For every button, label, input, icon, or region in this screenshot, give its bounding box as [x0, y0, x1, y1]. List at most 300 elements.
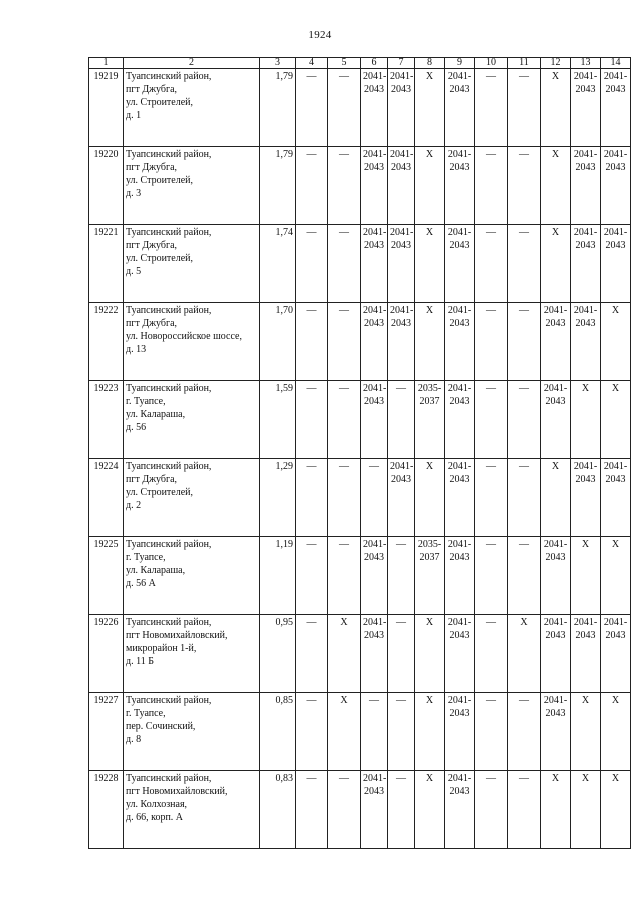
column-9-cell: [445, 147, 475, 225]
column-9-cell: [445, 303, 475, 381]
cell-line: 2041-: [573, 71, 598, 82]
cell-line: —: [486, 149, 496, 160]
cell-line: 2035-: [417, 539, 442, 550]
address-line: д. 5: [126, 266, 142, 277]
address-line: д. 1: [126, 110, 142, 121]
address-line: д. 11 Б: [126, 656, 154, 667]
cell-line: X: [551, 773, 560, 784]
cell-line: 2041-: [390, 305, 414, 316]
column-number-3: 3: [260, 58, 296, 69]
cell-line: 2043: [545, 396, 566, 407]
address-line: Туапсинский район,: [126, 773, 212, 784]
cell-line: X: [425, 773, 434, 784]
column-4-cell: [296, 147, 328, 225]
column-9-cell: [445, 771, 475, 849]
cell-line: —: [486, 227, 496, 238]
cell-line: 2043: [449, 318, 470, 329]
column-14-cell: [601, 225, 631, 303]
column-12-cell: [541, 225, 571, 303]
cell-line: 2043: [545, 630, 566, 641]
column-4-cell: [296, 459, 328, 537]
cell-line: 2041-: [573, 149, 598, 160]
column-10-cell: [475, 147, 508, 225]
column-14-cell: [601, 771, 631, 849]
cell-line: 2043: [605, 162, 626, 173]
address-line: Туапсинский район,: [126, 617, 212, 628]
address-cell: [124, 459, 260, 537]
cell-line: 2041-: [447, 461, 472, 472]
cell-line: 2041-: [543, 617, 568, 628]
cell-line: 2043: [575, 474, 596, 485]
cell-line: —: [396, 773, 406, 784]
cell-line: —: [396, 539, 406, 550]
cell-line: 2043: [364, 162, 384, 173]
address-line: пгт Джубга,: [126, 162, 178, 173]
row-id: 19225: [89, 537, 124, 615]
cell-line: —: [486, 383, 496, 394]
column-8-cell: [415, 303, 445, 381]
column-4-cell: [296, 693, 328, 771]
column-11-cell: [508, 303, 541, 381]
cell-line: —: [306, 383, 317, 394]
cell-line: —: [519, 71, 529, 82]
table-row: [89, 303, 631, 381]
cell-line: 2041-: [390, 149, 414, 160]
column-8-cell: [415, 381, 445, 459]
column-7-cell: [388, 381, 415, 459]
cell-line: 2043: [391, 318, 411, 329]
value-cell: 1,59: [260, 381, 296, 459]
column-number-12: 12: [541, 58, 571, 69]
column-6-cell: [361, 381, 388, 459]
cell-line: 2041-: [363, 71, 387, 82]
column-13-cell: [571, 303, 601, 381]
column-8-cell: [415, 69, 445, 147]
cell-line: —: [519, 305, 529, 316]
cell-line: 2041-: [543, 383, 568, 394]
column-6-cell: [361, 693, 388, 771]
cell-line: X: [611, 539, 620, 550]
column-7-cell: [388, 459, 415, 537]
cell-line: —: [306, 71, 317, 82]
column-11-cell: [508, 69, 541, 147]
column-6-cell: [361, 615, 388, 693]
cell-line: X: [611, 695, 620, 706]
address-cell: [124, 147, 260, 225]
address-line: д. 2: [126, 500, 142, 511]
cell-line: 2041-: [363, 305, 387, 316]
cell-line: —: [339, 461, 349, 472]
cell-line: 2041-: [603, 149, 628, 160]
address-line: Туапсинский район,: [126, 71, 212, 82]
row-id: 19223: [89, 381, 124, 459]
cell-line: 2043: [391, 240, 411, 251]
column-12-cell: [541, 69, 571, 147]
column-10-cell: [475, 303, 508, 381]
column-7-cell: [388, 69, 415, 147]
cell-line: —: [306, 305, 317, 316]
cell-line: 2043: [605, 474, 626, 485]
column-8-cell: [415, 225, 445, 303]
column-number-14: 14: [601, 58, 631, 69]
column-12-cell: [541, 381, 571, 459]
cell-line: X: [340, 695, 348, 706]
column-13-cell: [571, 693, 601, 771]
table-row: [89, 225, 631, 303]
address-line: ул. Строителей,: [126, 97, 194, 108]
cell-line: —: [339, 383, 349, 394]
address-line: ул. Колхозная,: [126, 799, 188, 810]
address-line: Туапсинский район,: [126, 539, 212, 550]
column-5-cell: [328, 771, 361, 849]
address-line: Туапсинский район,: [126, 305, 212, 316]
cell-line: 2043: [545, 552, 566, 563]
column-7-cell: [388, 147, 415, 225]
address-cell: [124, 615, 260, 693]
cell-line: X: [425, 305, 434, 316]
column-9-cell: [445, 537, 475, 615]
cell-line: —: [306, 227, 317, 238]
cell-line: 2043: [364, 630, 384, 641]
column-number-row: [89, 58, 631, 69]
cell-line: 2041-: [447, 773, 472, 784]
column-number-4: 4: [296, 58, 328, 69]
cell-line: 2043: [605, 84, 626, 95]
cell-line: 2041-: [543, 305, 568, 316]
column-12-cell: [541, 303, 571, 381]
column-9-cell: [445, 693, 475, 771]
cell-line: 2041-: [447, 149, 472, 160]
cell-line: 2041-: [573, 461, 598, 472]
column-5-cell: [328, 615, 361, 693]
column-4-cell: [296, 69, 328, 147]
cell-line: 2043: [449, 396, 470, 407]
column-14-cell: [601, 459, 631, 537]
cell-line: —: [306, 539, 317, 550]
column-8-cell: [415, 459, 445, 537]
value-cell: 0,83: [260, 771, 296, 849]
cell-line: 2041-: [363, 617, 387, 628]
cell-line: X: [551, 149, 560, 160]
cell-line: 2041-: [363, 227, 387, 238]
cell-line: 2041-: [447, 227, 472, 238]
column-10-cell: [475, 771, 508, 849]
cell-line: 2037: [419, 552, 440, 563]
cell-line: 2037: [419, 396, 440, 407]
address-cell: [124, 771, 260, 849]
value-cell: 1,70: [260, 303, 296, 381]
column-11-cell: [508, 459, 541, 537]
column-13-cell: [571, 381, 601, 459]
cell-line: 2043: [364, 552, 384, 563]
address-cell: [124, 225, 260, 303]
column-11-cell: [508, 615, 541, 693]
cell-line: X: [551, 227, 560, 238]
column-12-cell: [541, 459, 571, 537]
cell-line: 2043: [575, 318, 596, 329]
cell-line: 2041-: [447, 695, 472, 706]
cell-line: —: [396, 617, 406, 628]
column-6-cell: [361, 303, 388, 381]
column-9-cell: [445, 381, 475, 459]
address-line: г. Туапсе,: [126, 396, 166, 407]
column-7-cell: [388, 615, 415, 693]
cell-line: —: [369, 461, 379, 472]
address-line: пер. Сочинский,: [126, 721, 196, 732]
cell-line: X: [340, 617, 348, 628]
address-cell: [124, 693, 260, 771]
column-12-cell: [541, 537, 571, 615]
address-line: пгт Джубга,: [126, 318, 178, 329]
column-14-cell: [601, 147, 631, 225]
column-number-13: 13: [571, 58, 601, 69]
cell-line: X: [520, 617, 528, 628]
address-line: микрорайон 1-й,: [126, 643, 197, 654]
cell-line: 2041-: [447, 539, 472, 550]
address-line: Туапсинский район,: [126, 695, 212, 706]
cell-line: —: [306, 149, 317, 160]
column-number-5: 5: [328, 58, 361, 69]
cell-line: —: [396, 695, 406, 706]
cell-line: —: [519, 227, 529, 238]
column-4-cell: [296, 225, 328, 303]
cell-line: 2043: [605, 240, 626, 251]
cell-line: —: [306, 617, 317, 628]
column-14-cell: [601, 693, 631, 771]
column-10-cell: [475, 459, 508, 537]
cell-line: 2041-: [363, 539, 387, 550]
cell-line: 2041-: [447, 383, 472, 394]
column-4-cell: [296, 303, 328, 381]
cell-line: —: [339, 149, 349, 160]
address-line: д. 66, корп. А: [126, 812, 184, 823]
column-10-cell: [475, 381, 508, 459]
address-line: ул. Строителей,: [126, 487, 194, 498]
column-12-cell: [541, 615, 571, 693]
address-line: д. 8: [126, 734, 142, 745]
address-line: Туапсинский район,: [126, 383, 212, 394]
housing-registry-table: [88, 57, 631, 849]
cell-line: 2041-: [390, 461, 414, 472]
row-id: 19219: [89, 69, 124, 147]
column-8-cell: [415, 537, 445, 615]
cell-line: —: [396, 383, 406, 394]
column-5-cell: [328, 537, 361, 615]
address-line: д. 13: [126, 344, 147, 355]
table-row: [89, 459, 631, 537]
cell-line: 2043: [575, 84, 596, 95]
column-6-cell: [361, 537, 388, 615]
cell-line: —: [306, 695, 317, 706]
cell-line: 2043: [391, 84, 411, 95]
table-row: [89, 381, 631, 459]
cell-line: 2041-: [363, 383, 387, 394]
cell-line: 2041-: [543, 695, 568, 706]
value-cell: 1,19: [260, 537, 296, 615]
cell-line: —: [306, 461, 317, 472]
column-9-cell: [445, 615, 475, 693]
column-9-cell: [445, 459, 475, 537]
cell-line: X: [551, 461, 560, 472]
address-line: г. Туапсе,: [126, 552, 166, 563]
column-number-6: 6: [361, 58, 388, 69]
cell-line: 2043: [545, 318, 566, 329]
column-11-cell: [508, 225, 541, 303]
address-line: ул. Калараша,: [126, 409, 186, 420]
cell-line: 2041-: [447, 71, 472, 82]
cell-line: —: [486, 461, 496, 472]
column-8-cell: [415, 615, 445, 693]
column-10-cell: [475, 225, 508, 303]
cell-line: —: [519, 539, 529, 550]
address-cell: [124, 69, 260, 147]
cell-line: —: [519, 461, 529, 472]
column-10-cell: [475, 693, 508, 771]
column-10-cell: [475, 537, 508, 615]
column-7-cell: [388, 537, 415, 615]
column-13-cell: [571, 771, 601, 849]
cell-line: 2035-: [417, 383, 442, 394]
address-line: г. Туапсе,: [126, 708, 166, 719]
column-5-cell: [328, 693, 361, 771]
column-14-cell: [601, 69, 631, 147]
cell-line: 2043: [449, 786, 470, 797]
column-5-cell: [328, 69, 361, 147]
column-7-cell: [388, 771, 415, 849]
cell-line: 2041-: [543, 539, 568, 550]
column-12-cell: [541, 147, 571, 225]
cell-line: —: [306, 773, 317, 784]
column-number-7: 7: [388, 58, 415, 69]
column-13-cell: [571, 69, 601, 147]
cell-line: 2041-: [447, 305, 472, 316]
cell-line: X: [611, 305, 620, 316]
cell-line: —: [486, 617, 496, 628]
cell-line: X: [551, 71, 560, 82]
cell-line: —: [339, 305, 349, 316]
column-10-cell: [475, 615, 508, 693]
cell-line: 2043: [364, 786, 384, 797]
table-row: [89, 771, 631, 849]
column-6-cell: [361, 459, 388, 537]
cell-line: 2043: [391, 162, 411, 173]
cell-line: —: [486, 539, 496, 550]
address-line: д. 56: [126, 422, 147, 433]
cell-line: 2041-: [573, 227, 598, 238]
cell-line: 2043: [364, 318, 384, 329]
column-13-cell: [571, 537, 601, 615]
column-4-cell: [296, 381, 328, 459]
cell-line: 2043: [364, 240, 384, 251]
column-14-cell: [601, 537, 631, 615]
row-id: 19222: [89, 303, 124, 381]
column-8-cell: [415, 771, 445, 849]
value-cell: 1,79: [260, 147, 296, 225]
cell-line: X: [425, 71, 434, 82]
cell-line: 2043: [545, 708, 566, 719]
column-6-cell: [361, 147, 388, 225]
column-14-cell: [601, 303, 631, 381]
column-8-cell: [415, 147, 445, 225]
column-11-cell: [508, 147, 541, 225]
address-line: пгт Джубга,: [126, 84, 178, 95]
row-id: 19228: [89, 771, 124, 849]
cell-line: 2043: [575, 240, 596, 251]
column-5-cell: [328, 225, 361, 303]
cell-line: 2043: [449, 708, 470, 719]
column-10-cell: [475, 69, 508, 147]
address-line: ул. Строителей,: [126, 253, 194, 264]
column-8-cell: [415, 693, 445, 771]
column-12-cell: [541, 771, 571, 849]
column-number-11: 11: [508, 58, 541, 69]
page-number: 1924: [308, 29, 332, 41]
cell-line: X: [581, 539, 590, 550]
row-id: 19226: [89, 615, 124, 693]
column-13-cell: [571, 147, 601, 225]
column-11-cell: [508, 381, 541, 459]
row-id: 19224: [89, 459, 124, 537]
row-id: 19220: [89, 147, 124, 225]
table-row: [89, 615, 631, 693]
value-cell: 1,79: [260, 69, 296, 147]
address-line: ул. Новороссийское шоссе,: [126, 331, 242, 342]
column-4-cell: [296, 771, 328, 849]
address-line: ул. Строителей,: [126, 175, 194, 186]
cell-line: 2041-: [603, 617, 628, 628]
column-7-cell: [388, 693, 415, 771]
address-line: д. 56 А: [126, 578, 156, 589]
cell-line: —: [519, 773, 529, 784]
column-number-2: 2: [124, 58, 260, 69]
value-cell: 1,74: [260, 225, 296, 303]
address-line: ул. Калараша,: [126, 565, 186, 576]
table-body: [89, 69, 631, 849]
column-12-cell: [541, 693, 571, 771]
address-line: пгт Новомихайловский,: [126, 786, 228, 797]
value-cell: 1,29: [260, 459, 296, 537]
cell-line: X: [611, 383, 620, 394]
cell-line: X: [581, 383, 590, 394]
cell-line: 2043: [364, 84, 384, 95]
value-cell: 0,95: [260, 615, 296, 693]
cell-line: X: [611, 773, 620, 784]
cell-line: 2043: [605, 630, 626, 641]
column-6-cell: [361, 771, 388, 849]
cell-line: 2043: [449, 630, 470, 641]
column-5-cell: [328, 381, 361, 459]
column-5-cell: [328, 459, 361, 537]
cell-line: 2041-: [390, 227, 414, 238]
address-line: пгт Джубга,: [126, 474, 178, 485]
cell-line: 2043: [449, 84, 470, 95]
cell-line: 2041-: [363, 149, 387, 160]
column-11-cell: [508, 693, 541, 771]
column-7-cell: [388, 303, 415, 381]
column-6-cell: [361, 225, 388, 303]
address-cell: [124, 537, 260, 615]
column-4-cell: [296, 615, 328, 693]
cell-line: 2043: [364, 396, 384, 407]
column-4-cell: [296, 537, 328, 615]
cell-line: X: [425, 617, 434, 628]
cell-line: —: [339, 71, 349, 82]
table-row: [89, 69, 631, 147]
cell-line: 2041-: [603, 227, 628, 238]
column-9-cell: [445, 225, 475, 303]
table-row: [89, 537, 631, 615]
cell-line: —: [519, 695, 529, 706]
